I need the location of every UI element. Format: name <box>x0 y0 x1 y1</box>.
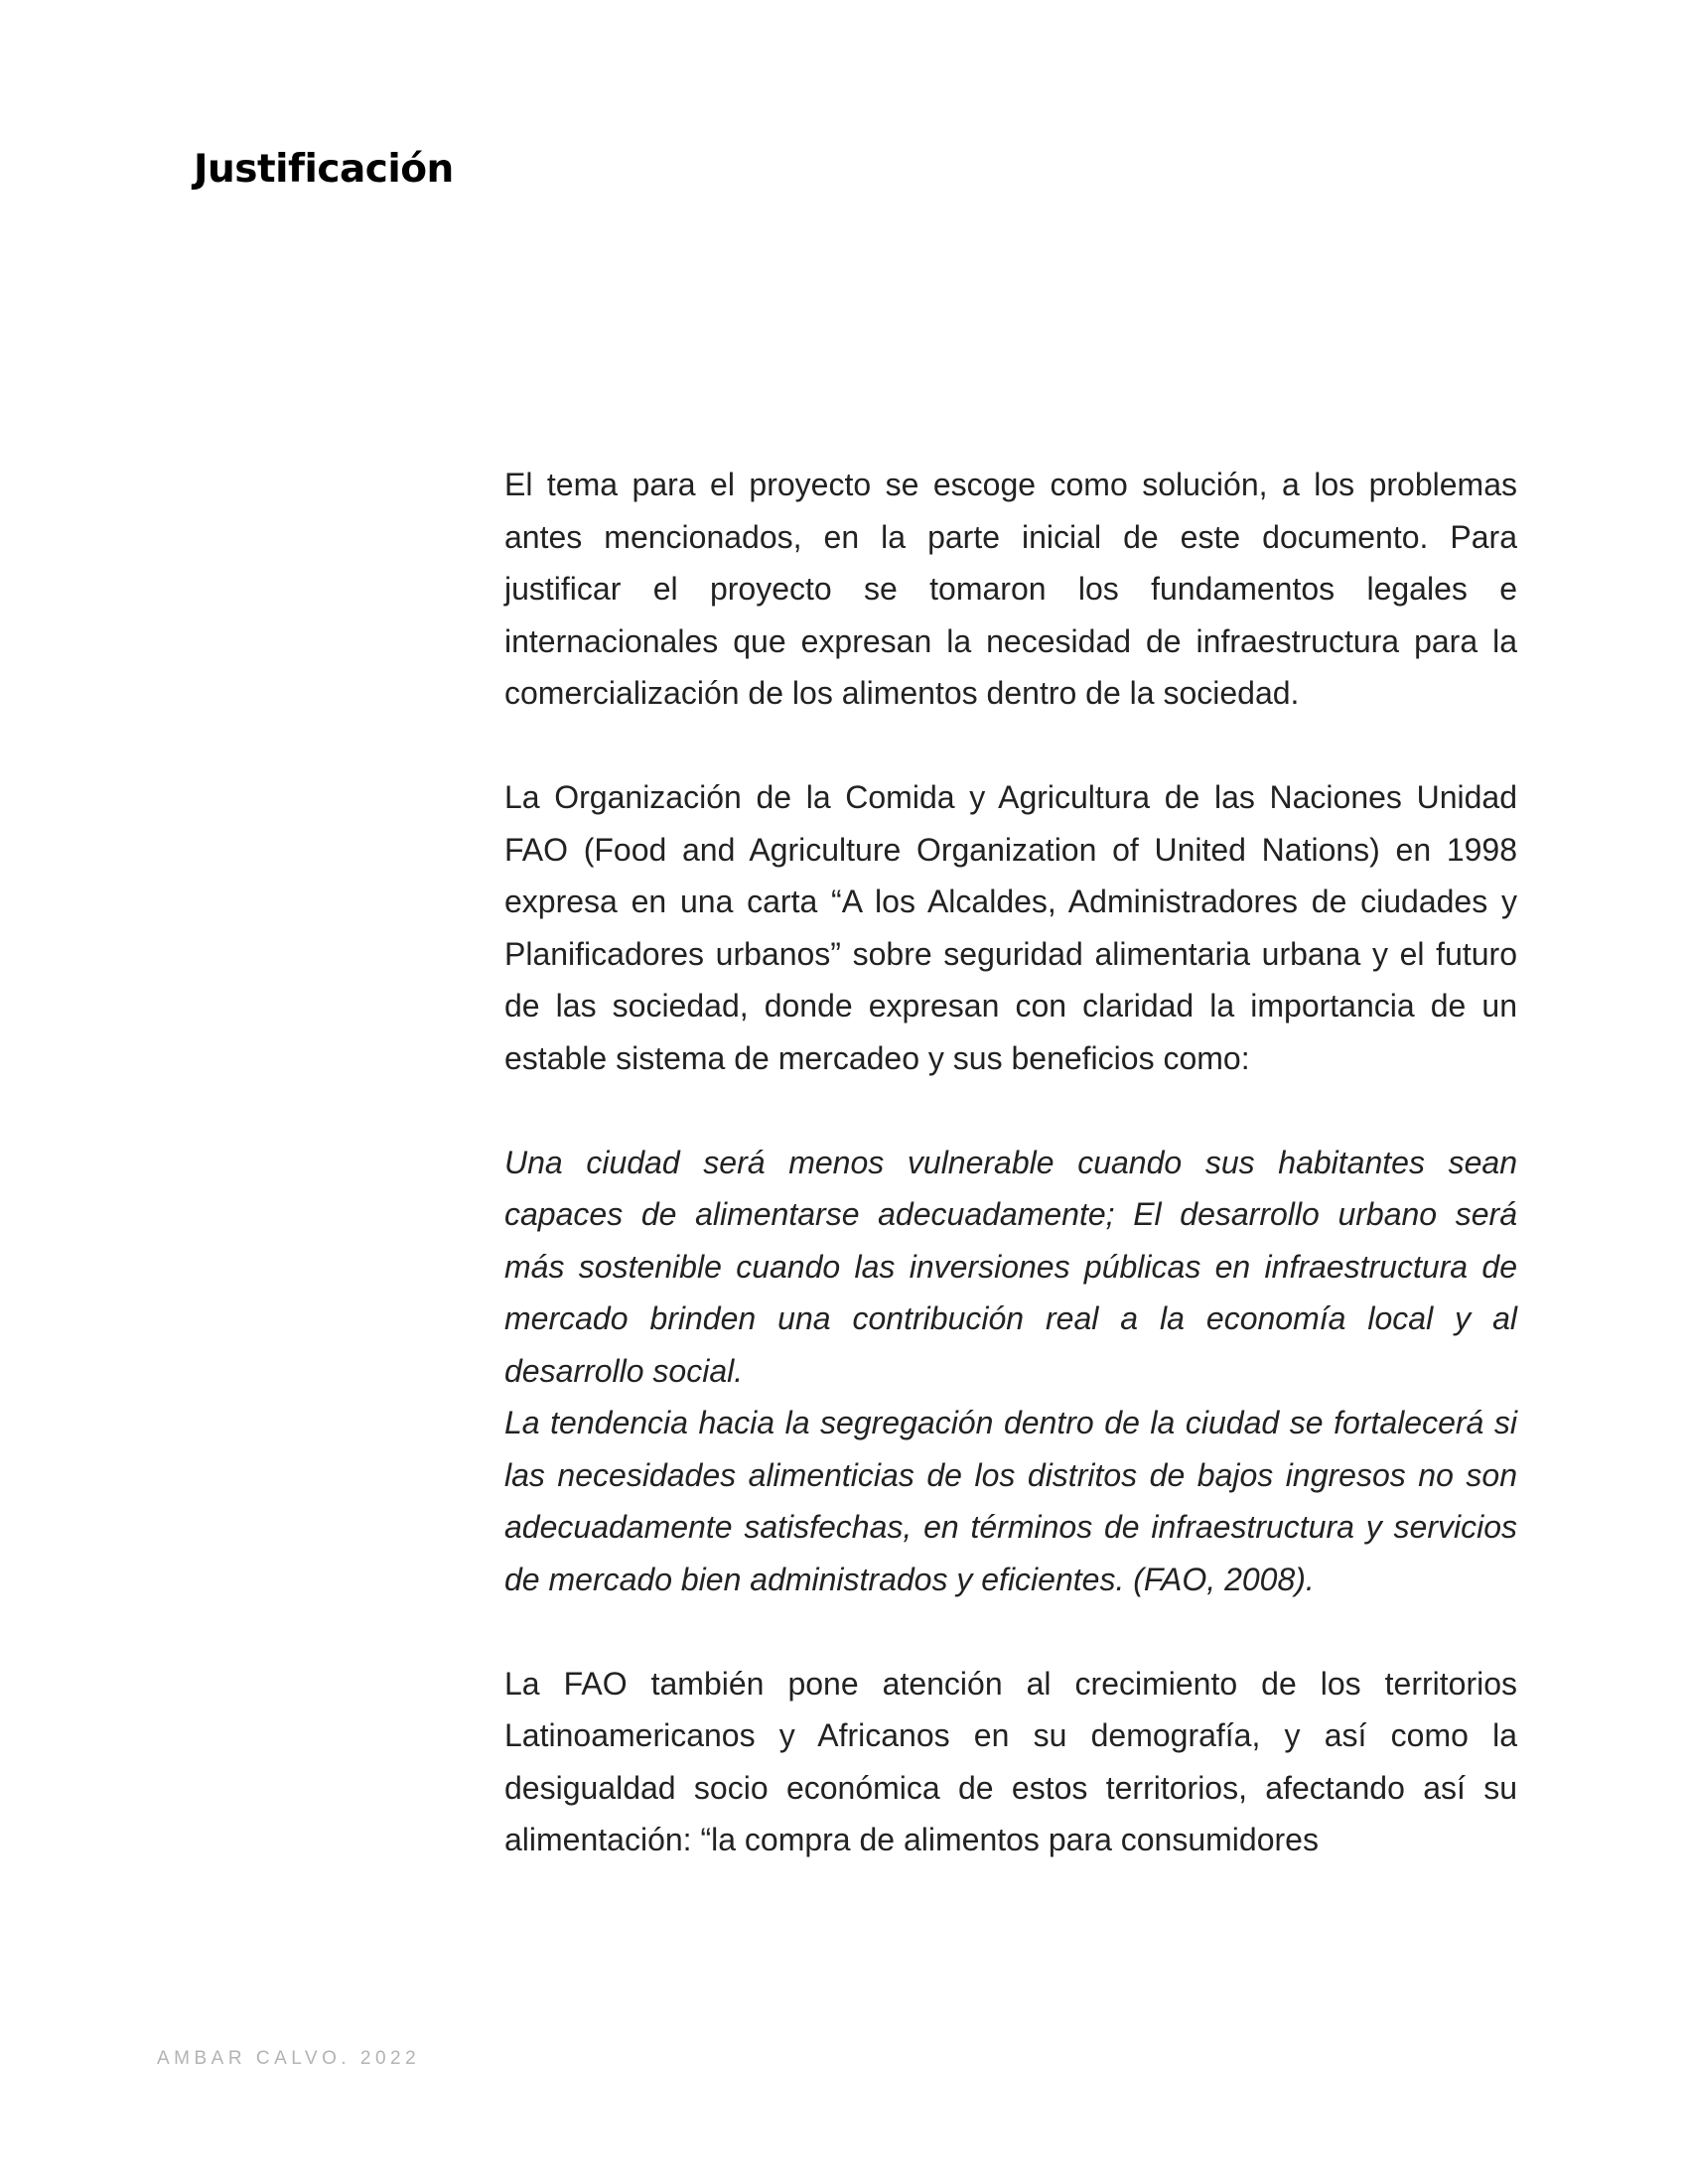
quote-paragraph-2: La tendencia hacia la segregación dentro de la ciudad se fortalecerá si las necesidades alimenticias de los distritos de bajos ingresos no son adecuadamente satisfechas, en términos de infraestructura y servicios de mercado bien administrados y eficientes. (FAO, 2008). <box>504 1405 1517 1597</box>
paragraph-fao: La Organización de la Comida y Agricultura de las Naciones Unidad FAO (Food and Agriculture Organization of United Nations) en 1998 expresa en una carta “A los Alcaldes, Administradores de ciudades y Planificadores urbanos” sobre seguridad alimentaria urbana y el futuro de las sociedad, donde expresan con claridad la importancia de un estable sistema de mercadeo y sus beneficios como: <box>504 779 1517 1076</box>
page-footer: AMBAR CALVO. 2022 <box>157 2048 421 2069</box>
paragraph-spacer <box>504 720 1517 772</box>
page-title: Justificación <box>194 147 454 192</box>
paragraph-fao-demography: La FAO también pone atención al crecimiento de los territorios Latinoamericanos y Africanos en su demografía, y así como la desigualdad socio económica de estos territorios, afectando así su alimentación: “la compra de alimentos para consumidores <box>504 1665 1517 1857</box>
paragraph-spacer <box>504 1605 1517 1658</box>
body-text <box>504 459 1517 1866</box>
paragraph-intro: El tema para el proyecto se escoge como solución, a los problemas antes mencionados, en la parte inicial de este documento. Para justificar el proyecto se tomaron los fundamentos legales e internacionales que expresan la necesidad de infraestructura para la comercialización de los alimentos dentro de la sociedad. <box>504 467 1517 711</box>
paragraph-spacer <box>504 1084 1517 1137</box>
quote-paragraph-1: Una ciudad será menos vulnerable cuando sus habitantes sean capaces de alimentarse adecuadamente; El desarrollo urbano será más sostenible cuando las inversiones públicas en infraestructura de mercado brinden una contribución real a la economía local y al desarrollo social. <box>504 1144 1517 1389</box>
